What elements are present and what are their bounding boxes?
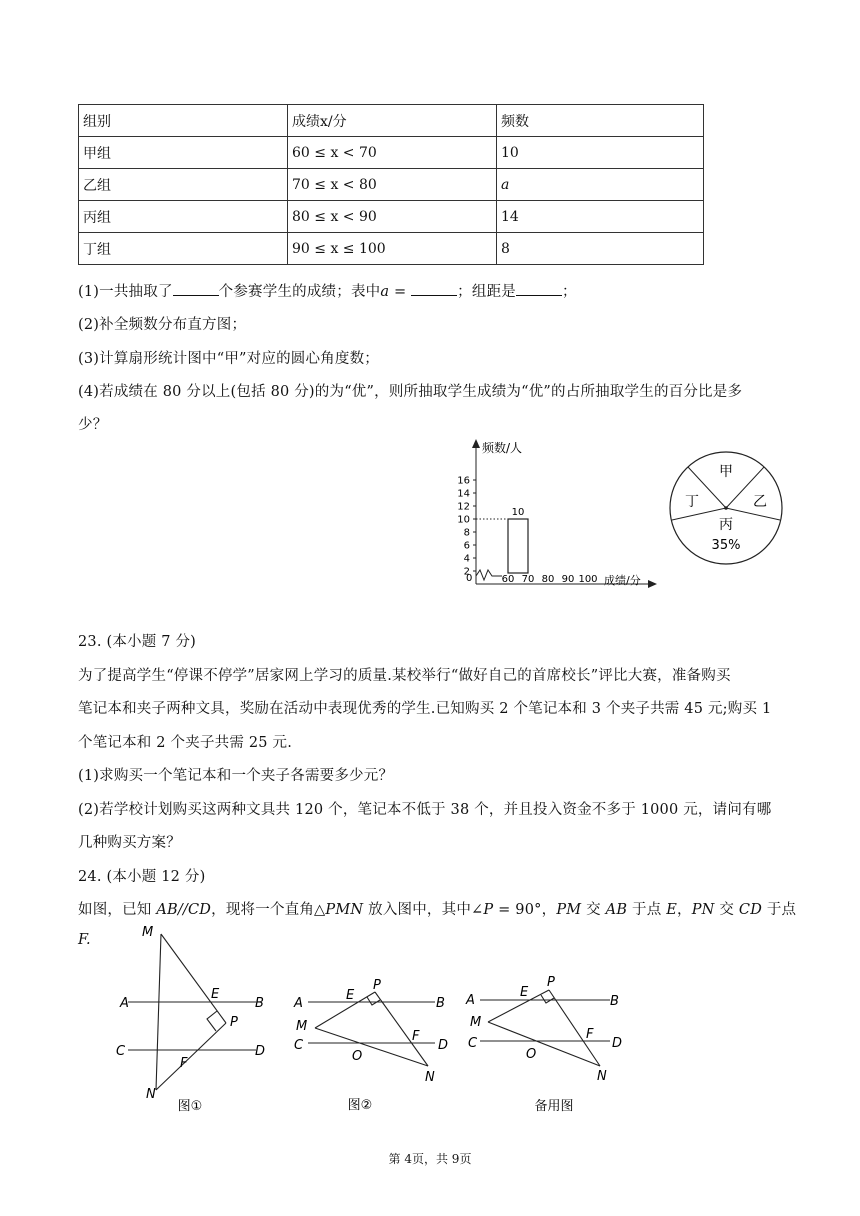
x-ticks [502, 574, 598, 585]
table-row [79, 201, 704, 233]
q24-text-part: 如图，已知 [78, 902, 157, 918]
right-angle-mark [207, 1011, 217, 1031]
q24-math: P [483, 902, 494, 918]
point-d: D [612, 1036, 623, 1051]
q22-part1-text: ； [561, 284, 577, 300]
q24-text-part: 于点 [627, 902, 667, 918]
x-tick-label: 90 [561, 574, 575, 585]
y-tick-label: 2 [463, 566, 470, 578]
pie-divider [672, 508, 726, 520]
q24-math: PMN [325, 902, 364, 918]
q22-part4-cont: 少？ [78, 417, 108, 433]
point-a: A [466, 993, 475, 1008]
segment-mp [161, 934, 226, 1023]
y-ticks [457, 476, 476, 578]
point-c: C [116, 1044, 126, 1059]
table-cell: 14 [497, 201, 704, 233]
point-e: E [211, 987, 220, 1002]
point-n: N [597, 1069, 607, 1084]
point-p: P [547, 975, 555, 990]
q23-part2: (2)若学校计划购买这两种文具共 120 个，笔记本不低于 38 个，并且投入资金不多于 1000 元，请问有哪 [78, 802, 772, 818]
frequency-table [78, 104, 704, 265]
pie-label-bing: 丙 [719, 517, 733, 533]
x-tick-label: 70 [521, 574, 535, 585]
figure-1 [108, 920, 278, 1120]
histogram-bar [508, 519, 528, 573]
q24-text-part: 放入图中，其中∠ [363, 902, 484, 918]
page-footer: 第 4页，共 9页 [388, 1152, 472, 1166]
table-cell: 乙组 [79, 169, 288, 201]
point-m: M [142, 925, 154, 940]
origin-label: 0 [466, 573, 473, 584]
q23-part2-cont: 几种购买方案？ [78, 835, 181, 851]
q22-var-a: a [380, 284, 390, 300]
table-cell: 70 ≤ x < 80 [288, 169, 497, 201]
table-cell: 丁组 [79, 233, 288, 265]
q24-text-part: 交 [581, 902, 606, 918]
table-row [79, 169, 704, 201]
right-angle-mark [541, 995, 554, 1003]
table-header-row [79, 105, 704, 137]
point-n: N [425, 1070, 435, 1085]
q22-part1-text: ；组距是 [457, 284, 516, 300]
point-d: D [438, 1038, 449, 1053]
bar-data-label: 10 [511, 507, 525, 518]
table-cell: 甲组 [79, 137, 288, 169]
q24-text: F. [78, 932, 91, 948]
point-p: P [373, 978, 381, 993]
point-n: N [146, 1087, 156, 1102]
point-m: M [470, 1015, 482, 1030]
q24-text [78, 898, 796, 919]
q23-text: 个笔记本和 2 个夹子共需 25 元. [78, 735, 293, 751]
axis-break [476, 570, 502, 580]
y-axis-label: 频数/人 [482, 441, 523, 455]
segment-mn [156, 934, 161, 1090]
pie-chart [668, 450, 788, 570]
point-b: B [610, 994, 619, 1009]
point-e: E [520, 985, 529, 1000]
y-tick-label: 16 [457, 475, 470, 487]
y-tick-label: 8 [463, 527, 470, 539]
point-o: O [526, 1047, 537, 1062]
q23-heading: 23. (本小题 7 分) [78, 634, 197, 650]
q23-part1: (1)求购买一个笔记本和一个夹子各需要多少元？ [78, 768, 394, 784]
histogram-bars [476, 507, 528, 573]
pie-label-ding: 丁 [685, 494, 699, 510]
y-axis-arrow [472, 439, 480, 448]
point-d: D [255, 1044, 266, 1059]
q22-part3: (3)计算扇形统计图中“甲”对应的圆心角度数； [78, 351, 379, 367]
answer-blank [516, 283, 562, 296]
q24-math: AB [605, 902, 628, 918]
table-cell: 90 ≤ x ≤ 100 [288, 233, 497, 265]
q22-part1-text: = [389, 284, 412, 300]
q23-text: 为了提高学生“停课不停学”居家网上学习的质量.某校举行“做好自己的首席校长”评比大赛，准备购买 [78, 668, 731, 684]
q24-text-part: ， [677, 902, 692, 918]
segment-pn [375, 992, 428, 1066]
segment-mn [488, 1022, 600, 1066]
table-header-cell: 成绩x/分 [288, 105, 497, 137]
answer-blank [173, 283, 219, 296]
q22-part1-text: 个参赛学生的成绩；表中 [218, 284, 381, 300]
x-tick-label: 80 [541, 574, 555, 585]
frequency-histogram [452, 436, 662, 596]
segment-pn [156, 1023, 226, 1090]
figure-2-caption: 图② [347, 1098, 373, 1113]
q24-math: E [666, 902, 678, 918]
point-a: A [120, 996, 129, 1011]
point-c: C [294, 1038, 304, 1053]
table-row [79, 137, 704, 169]
point-f: F [180, 1056, 188, 1071]
q23-text: 笔记本和夹子两种文具，奖励在活动中表现优秀的学生.已知购买 2 个笔记本和 3 个夹子共需 45 元;购买 1 [78, 701, 772, 717]
point-b: B [436, 996, 445, 1011]
table-cell: 60 ≤ x < 70 [288, 137, 497, 169]
point-f: F [412, 1029, 420, 1044]
q22-part4: (4)若成绩在 80 分以上(包括 80 分)的为“优”，则所抽取学生成绩为“优”的占所抽取学生的百分比是多 [78, 384, 743, 400]
q22-part1-text: (1)一共抽取了 [78, 284, 173, 300]
q24-text-part: = 90°， [493, 902, 557, 918]
pie-percent-bing: 35% [711, 538, 741, 553]
figure-backup-caption: 备用图 [534, 1099, 574, 1114]
q22-part2: (2)补全频数分布直方图； [78, 317, 247, 333]
q24-math: PN [691, 902, 715, 918]
q24-text-part: 于点 [762, 902, 797, 918]
x-axis-label: 成绩/分 [604, 574, 641, 587]
pie-label-jia: 甲 [719, 464, 733, 480]
x-tick-label: 100 [578, 574, 598, 585]
point-e: E [346, 988, 355, 1003]
q24-text-part: 交 [714, 902, 739, 918]
q24-heading: 24. (本小题 12 分) [78, 869, 206, 885]
table-cell: a [497, 169, 704, 201]
table-header-cell: 频数 [497, 105, 704, 137]
y-tick-label: 4 [463, 553, 470, 565]
q24-math: AB//CD [156, 902, 212, 918]
pie-center [724, 506, 728, 510]
q24-math: CD [738, 902, 763, 918]
y-tick-label: 14 [457, 488, 470, 500]
y-tick-label: 6 [463, 540, 470, 552]
x-axis-arrow [648, 580, 657, 588]
q22-part1 [78, 280, 577, 301]
point-c: C [468, 1036, 478, 1051]
x-tick-label: 60 [501, 574, 515, 585]
table-cell: 80 ≤ x < 90 [288, 201, 497, 233]
y-tick-label: 10 [457, 514, 470, 526]
point-m: M [296, 1019, 308, 1034]
table-header-cell: 组别 [79, 105, 288, 137]
table-cell: 丙组 [79, 201, 288, 233]
point-p: P [230, 1015, 238, 1030]
right-angle-mark [367, 997, 380, 1005]
q24-text-part: ，现将一个直角△ [211, 902, 326, 918]
q24-math: PM [556, 902, 582, 918]
y-tick-label: 12 [457, 501, 470, 513]
table-cell: 8 [497, 233, 704, 265]
table-cell: 10 [497, 137, 704, 169]
figure-2 [290, 960, 460, 1120]
point-a: A [294, 996, 303, 1011]
segment-pm [315, 992, 375, 1028]
figure-1-caption: 图① [177, 1099, 203, 1114]
point-b: B [255, 996, 264, 1011]
segment-pm [488, 990, 549, 1022]
point-f: F [586, 1027, 594, 1042]
point-o: O [352, 1049, 363, 1064]
answer-blank [411, 283, 457, 296]
table-row [79, 233, 704, 265]
figure-backup [462, 960, 632, 1120]
pie-label-yi: 乙 [753, 494, 767, 510]
